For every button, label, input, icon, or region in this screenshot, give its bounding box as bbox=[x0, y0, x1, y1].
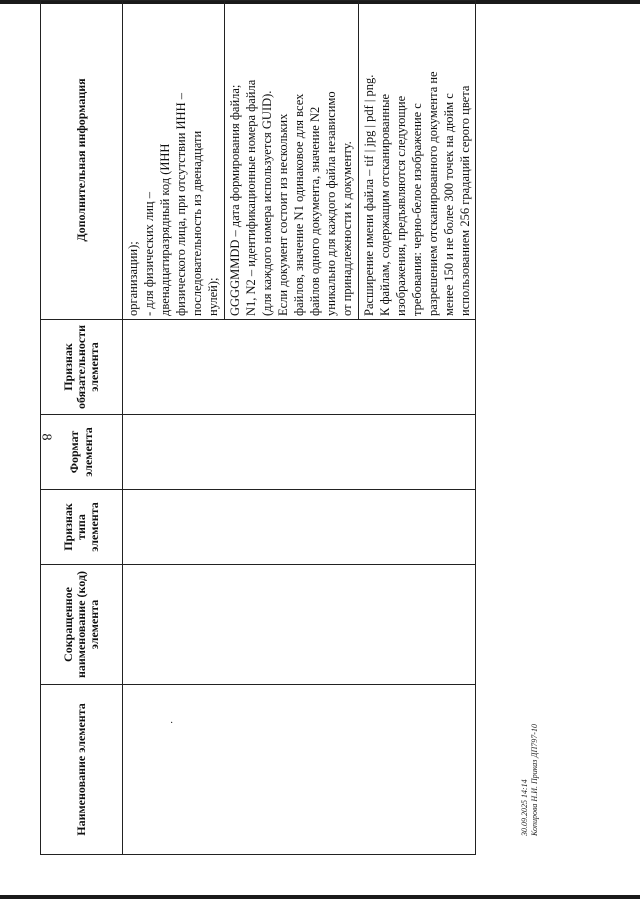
inner-divider bbox=[224, 0, 225, 320]
rotated-table-region bbox=[40, 0, 472, 855]
info-line: файлов, значение N1 одинаковое для всех bbox=[292, 93, 306, 316]
signature-stamp bbox=[520, 476, 540, 836]
header-additional-info: Дополнительная информация bbox=[41, 1, 123, 320]
info-line: нулей); bbox=[206, 277, 220, 316]
info-line: К файлам, содержащим отсканированные bbox=[378, 93, 392, 316]
info-line: двенадцатиразрядный код (ИНН bbox=[158, 143, 172, 316]
header-element-format: Формат элемента bbox=[41, 415, 123, 490]
elements-table bbox=[40, 0, 476, 855]
info-line: файлов одного документа, значение N2 bbox=[308, 106, 322, 316]
scan-edge-bottom bbox=[0, 895, 640, 899]
info-line: Расширение имени файла – tif | jpg | pdf | png. bbox=[362, 74, 376, 316]
header-element-required: Признак обязательности элемента bbox=[41, 320, 123, 415]
cell-element-name bbox=[123, 685, 476, 855]
info-line: N1, N2 – идентификационные номера файла bbox=[244, 79, 258, 316]
info-line: Если документ состоит из нескольких bbox=[276, 113, 290, 316]
stamp-author: Копирова Н.И. Приказ ДП797-10 bbox=[530, 724, 539, 836]
inner-divider bbox=[358, 0, 359, 320]
info-line: - для физических лиц – bbox=[142, 192, 156, 316]
info-line: разрешением отсканированного документа не bbox=[426, 71, 440, 316]
info-line: (для каждого номера используется GUID). bbox=[260, 90, 274, 316]
page-number: 8 bbox=[38, 433, 54, 441]
cell-element-required bbox=[123, 320, 476, 415]
table-header-row bbox=[41, 1, 123, 855]
stamp-datetime: 30.09.2025 14:14 bbox=[520, 779, 529, 836]
info-line: менее 150 и не более 300 точек на дюйм с bbox=[442, 93, 456, 316]
scan-dot: · bbox=[170, 718, 174, 729]
info-line: использованием 256 градаций серого цвета bbox=[458, 85, 472, 316]
info-line: физического лица, при отсутствии ИНН – bbox=[174, 93, 188, 316]
table-row bbox=[123, 1, 476, 855]
info-line: уникально для каждого файла независимо bbox=[324, 91, 338, 316]
header-element-name: Наименование элемента bbox=[41, 685, 123, 855]
info-line: изображения, предъявляются следующие bbox=[394, 95, 408, 316]
info-line: организации); bbox=[126, 241, 140, 316]
cell-element-type bbox=[123, 490, 476, 565]
info-line: GGGGMMDD – дата формирования файла; bbox=[228, 84, 242, 316]
header-element-type: Признак типа элемента bbox=[41, 490, 123, 565]
cell-additional-info bbox=[123, 1, 476, 320]
header-element-code: Сокращенное наименование (код) элемента bbox=[41, 565, 123, 685]
cell-element-code bbox=[123, 565, 476, 685]
info-line: от принадлежности к документу. bbox=[340, 141, 354, 316]
info-line: требования: черно-белое изображение с bbox=[410, 103, 424, 316]
cell-element-format bbox=[123, 415, 476, 490]
info-line: последовательность из двенадцати bbox=[190, 130, 204, 316]
